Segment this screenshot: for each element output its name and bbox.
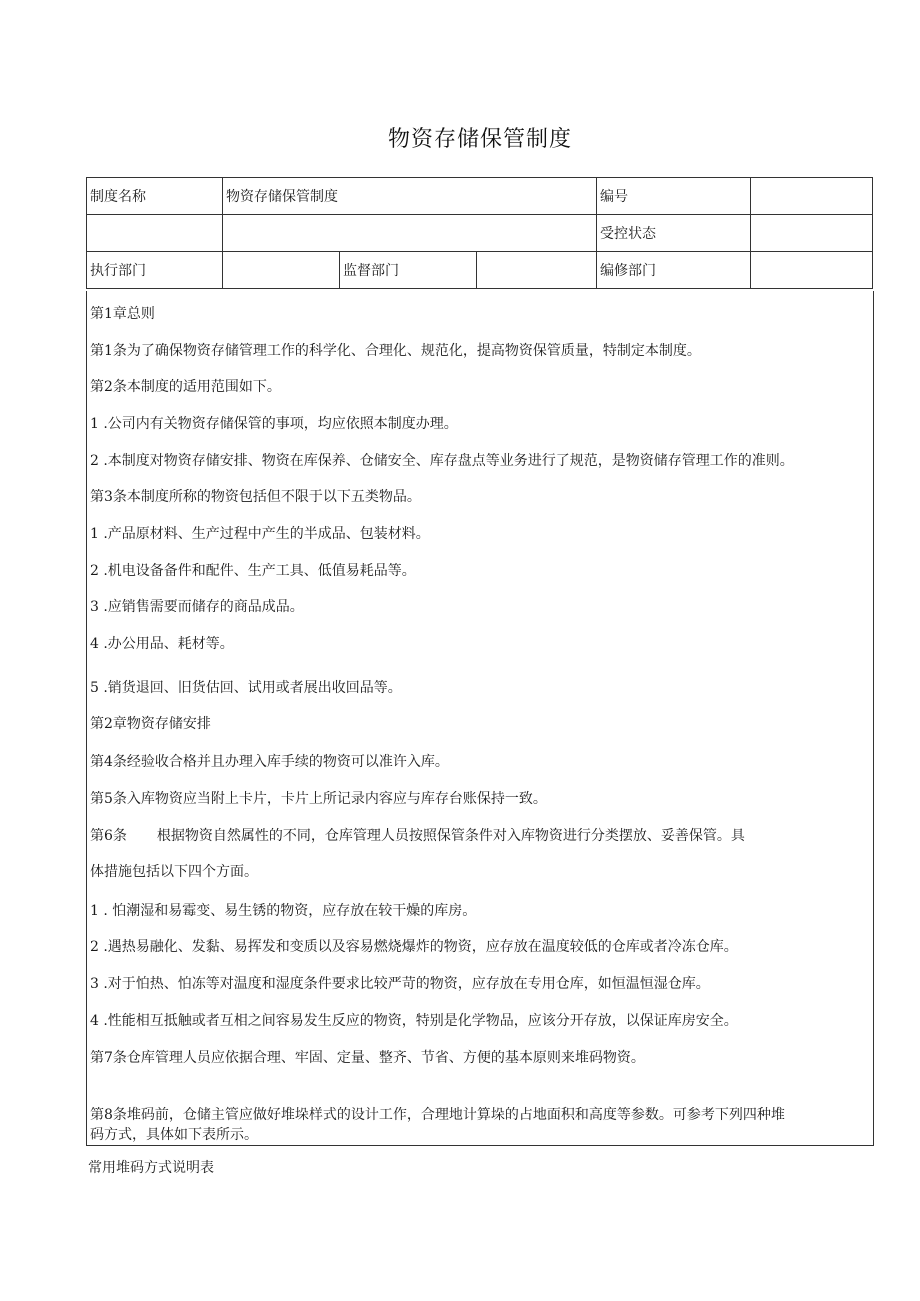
label-supervise-dept: 监督部门	[340, 252, 477, 289]
article-3: 第3条本制度所称的物资包括但不限于以下五类物品。	[90, 489, 421, 505]
regulation-body	[86, 291, 874, 1146]
label-code: 编号	[597, 178, 751, 215]
article-2: 第2条本制度的适用范围如下。	[90, 379, 281, 395]
article-4: 第4条经验收合格并且办理入库手续的物资可以准许入库。	[90, 754, 449, 770]
article-6-item-4: 4 .性能相互抵触或者互相之间容易发生反应的物资，特别是化学物品，应该分开存放，以保证库房安全。	[90, 1013, 738, 1029]
value-exec-dept	[223, 252, 340, 289]
info-table	[86, 177, 873, 289]
article-3-item-5: 5 .销货退回、旧货估回、试用或者展出收回品等。	[90, 680, 402, 696]
article-6	[90, 826, 745, 846]
article-6-number: 第6条	[90, 828, 127, 844]
article-3-item-1: 1 .产品原材料、生产过程中产生的半成品、包装材料。	[90, 526, 430, 542]
table-row	[87, 178, 873, 215]
empty-cell	[87, 215, 223, 252]
value-control-status	[751, 215, 873, 252]
article-6-item-1: 1 . 怕潮湿和易霉变、易生锈的物资，应存放在较干燥的库房。	[90, 903, 477, 919]
chapter-2-heading: 第2章物资存储安排	[90, 716, 211, 732]
value-supervise-dept	[477, 252, 597, 289]
article-7: 第7条仓库管理人员应依据合理、牢固、定量、整齐、节省、方便的基本原则来堆码物资。	[90, 1050, 645, 1066]
label-system-name: 制度名称	[87, 178, 223, 215]
value-compile-dept	[751, 252, 873, 289]
value-code	[751, 178, 873, 215]
article-2-item-1: 1 .公司内有关物资存储保管的事项，均应依照本制度办理。	[90, 416, 458, 432]
article-6-text: 根据物资自然属性的不同，仓库管理人员按照保管条件对入库物资进行分类摆放、妥善保管。具	[156, 828, 745, 844]
article-6-item-2: 2 .遇热易融化、发黏、易挥发和变质以及容易燃烧爆炸的物资，应存放在温度较低的仓库或者冷冻仓库。	[90, 939, 738, 955]
table-caption: 常用堆码方式说明表	[88, 1160, 214, 1176]
article-8: 第8条堆码前，仓储主管应做好堆垛样式的设计工作，合理地计算垛的占地面积和高度等参数。可参考下列四种堆	[90, 1107, 785, 1123]
table-row	[87, 215, 873, 252]
label-exec-dept: 执行部门	[87, 252, 223, 289]
label-compile-dept: 编修部门	[597, 252, 751, 289]
article-3-item-4: 4 .办公用品、耗材等。	[90, 636, 234, 652]
empty-cell	[223, 215, 597, 252]
document-title: 物资存储保管制度	[387, 127, 572, 152]
article-2-item-2: 2 .本制度对物资存储安排、物资在库保养、仓储安全、库存盘点等业务进行了规范，是物资储存管理工作的准则。	[90, 453, 794, 469]
article-3-item-2: 2 .机电设备备件和配件、生产工具、低值易耗品等。	[90, 563, 416, 579]
value-system-name: 物资存储保管制度	[223, 178, 597, 215]
table-row	[87, 252, 873, 289]
article-6-continued: 体措施包括以下四个方面。	[90, 864, 258, 880]
article-8-continued: 码方式，具体如下表所示。	[90, 1127, 258, 1143]
label-control-status: 受控状态	[597, 215, 751, 252]
article-6-item-3: 3 .对于怕热、怕冻等对温度和湿度条件要求比较严苛的物资，应存放在专用仓库，如恒温恒湿仓库。	[90, 976, 710, 992]
article-1: 第1条为了确保物资存储管理工作的科学化、合理化、规范化，提高物资保管质量，特制定本制度。	[90, 343, 701, 359]
article-3-item-3: 3 .应销售需要而储存的商品成品。	[90, 599, 304, 615]
chapter-1-heading: 第1章总则	[90, 306, 155, 322]
article-5: 第5条入库物资应当附上卡片，卡片上所记录内容应与库存台账保持一致。	[90, 791, 547, 807]
